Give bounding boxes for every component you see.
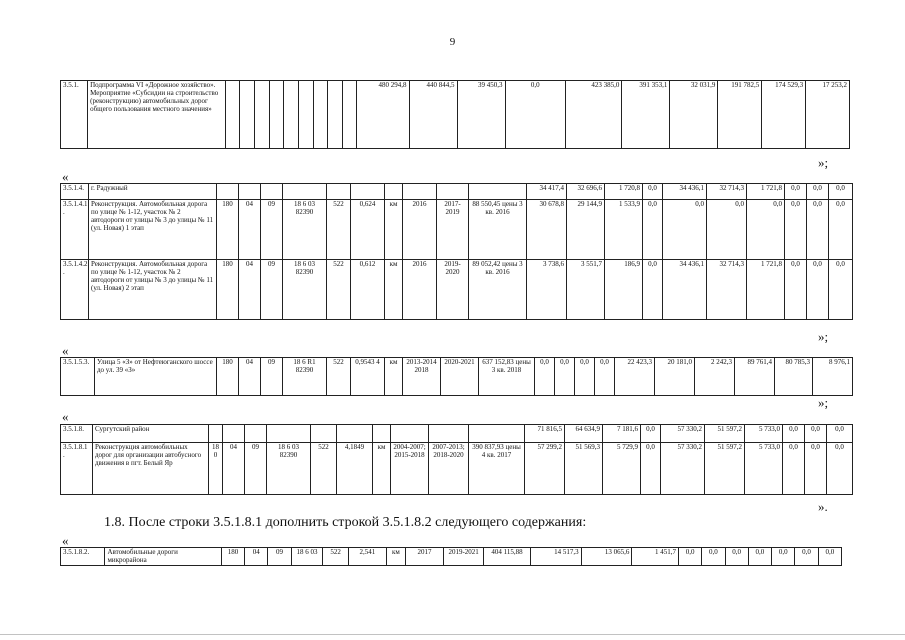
table-cell: 5 729,9 bbox=[603, 443, 641, 495]
table-cell: км bbox=[385, 200, 403, 260]
empty-cell bbox=[403, 184, 437, 200]
empty-cell bbox=[429, 425, 469, 443]
page-number: 9 bbox=[449, 36, 456, 48]
table-cell: 57 299,2 bbox=[525, 443, 565, 495]
table-cell: 18 6 03 82390 bbox=[283, 200, 327, 260]
table-cell: 57 330,2 bbox=[661, 425, 705, 443]
table-cell: 0,0 bbox=[535, 358, 555, 396]
empty-cell bbox=[245, 425, 267, 443]
close-quote: »; bbox=[818, 395, 829, 410]
table-row bbox=[61, 358, 853, 396]
table-row bbox=[61, 443, 853, 495]
empty-cell bbox=[298, 81, 313, 149]
table-cell: 2013-2014 2018 bbox=[403, 358, 441, 396]
table-cell: 3 551,7 bbox=[567, 260, 605, 320]
empty-cell bbox=[225, 81, 240, 149]
table-cell: 32 714,3 bbox=[707, 260, 747, 320]
table-cell: 0,0 bbox=[641, 425, 661, 443]
empty-cell bbox=[261, 184, 283, 200]
table-cell: 04 bbox=[239, 200, 261, 260]
empty-cell bbox=[351, 184, 385, 200]
empty-cell bbox=[437, 184, 469, 200]
table-cell: 22 423,3 bbox=[615, 358, 655, 396]
table-cell: 3.5.1.8.1 . bbox=[61, 443, 93, 495]
table-cell: 51 597,2 bbox=[705, 425, 745, 443]
scan-edge-line bbox=[0, 634, 905, 635]
table-cell: 0,0 bbox=[783, 443, 805, 495]
table-cell: г. Радужный bbox=[89, 184, 217, 200]
table-cell: 1 451,7 bbox=[632, 548, 679, 566]
table-cell: 0,0 bbox=[747, 200, 785, 260]
table-cell: 09 bbox=[261, 260, 283, 320]
value-cell: 17 253,2 bbox=[806, 81, 850, 149]
table-cell: 3.5.1.8.2. bbox=[61, 548, 105, 566]
table-cell: 2020-2021 bbox=[441, 358, 479, 396]
empty-cell bbox=[328, 81, 343, 149]
table-row bbox=[61, 184, 853, 200]
table-cell: км bbox=[386, 548, 405, 566]
table-cell: 0,0 bbox=[643, 184, 663, 200]
table-street-5z bbox=[60, 357, 853, 396]
table-cell: 0,0 bbox=[827, 443, 853, 495]
table-cell: 18 6 R1 82390 bbox=[283, 358, 327, 396]
table-cell: 80 785,3 bbox=[775, 358, 813, 396]
table-cell: 18 6 03 82390 bbox=[267, 443, 311, 495]
empty-cell bbox=[209, 425, 223, 443]
empty-cell bbox=[311, 425, 337, 443]
table-cell: 18 0 bbox=[209, 443, 223, 495]
table-cell: 09 bbox=[268, 548, 291, 566]
table-cell: 0,0 bbox=[783, 425, 805, 443]
table-cell: 3 738,6 bbox=[527, 260, 567, 320]
table-row bbox=[61, 81, 850, 149]
empty-cell bbox=[255, 81, 270, 149]
table-cell: 0,0 bbox=[827, 425, 853, 443]
empty-cell bbox=[373, 425, 391, 443]
table-cell: 0,0 bbox=[595, 358, 615, 396]
table-cell: 88 550,45 цены 3 кв. 2016 bbox=[469, 200, 527, 260]
table-cell: 0,624 bbox=[351, 200, 385, 260]
open-quote: « bbox=[62, 533, 69, 548]
table-cell: 0,0 bbox=[829, 200, 853, 260]
table-row bbox=[61, 260, 853, 320]
table-cell: 522 bbox=[327, 200, 351, 260]
table-cell: 30 678,8 bbox=[527, 200, 567, 260]
table-cell: 1 533,9 bbox=[605, 200, 643, 260]
table-cell: 522 bbox=[327, 358, 351, 396]
table-cell: 0,0 bbox=[829, 184, 853, 200]
table-raduzhny bbox=[60, 183, 853, 320]
value-cell: 39 450,3 bbox=[457, 81, 505, 149]
table-cell: 14 517,3 bbox=[530, 548, 581, 566]
table-cell: 0,0 bbox=[807, 200, 829, 260]
table-cell: 34 436,1 bbox=[663, 260, 707, 320]
open-quote: « bbox=[62, 169, 69, 184]
table-cell: 1 721,8 bbox=[747, 184, 785, 200]
empty-cell bbox=[337, 425, 373, 443]
table-cell: 2007-2013; 2018-2020 bbox=[429, 443, 469, 495]
empty-cell bbox=[240, 81, 255, 149]
table-cell: 51 569,3 bbox=[565, 443, 603, 495]
table-cell: 0,0 bbox=[785, 200, 807, 260]
close-quote: »; bbox=[818, 155, 829, 170]
table-cell: 0,0 bbox=[555, 358, 575, 396]
value-cell: 480 294,8 bbox=[357, 81, 409, 149]
table-cell: 0,0 bbox=[772, 548, 795, 566]
table-cell: 3.5.1.5.3. bbox=[61, 358, 95, 396]
table-program-total bbox=[60, 80, 850, 149]
table-cell: 09 bbox=[261, 358, 283, 396]
empty-cell bbox=[469, 425, 525, 443]
table-cell: 180 bbox=[217, 358, 239, 396]
table-cell: 0,0 bbox=[785, 260, 807, 320]
table-cell: 0,0 bbox=[829, 260, 853, 320]
table-cell: 0,0 bbox=[807, 184, 829, 200]
table-cell: км bbox=[385, 358, 403, 396]
table-cell: Автомобильные дороги микрорайона bbox=[105, 548, 221, 566]
empty-cell bbox=[469, 184, 527, 200]
empty-cell bbox=[385, 184, 403, 200]
table-cell: 0,0 bbox=[805, 443, 827, 495]
empty-cell bbox=[283, 184, 327, 200]
table-cell: 2019-2020 bbox=[437, 260, 469, 320]
table-cell: 3.5.1.4.1 . bbox=[61, 200, 89, 260]
table-row bbox=[61, 425, 853, 443]
table-cell: 2,541 bbox=[348, 548, 386, 566]
table-cell: 2 242,3 bbox=[695, 358, 735, 396]
table-cell: 0,0 bbox=[641, 443, 661, 495]
table-cell: 32 696,6 bbox=[567, 184, 605, 200]
table-cell: Реконструкция. Автомобильная дорога по улице № 1-12, участок № 2 автодороги от улицы № 3 до улицы № 11 (ул. Новая) 1 этап bbox=[89, 200, 217, 260]
table-cell: 34 436,1 bbox=[663, 184, 707, 200]
value-cell: 32 031,9 bbox=[670, 81, 718, 149]
table-cell: 09 bbox=[245, 443, 267, 495]
value-cell: 391 353,1 bbox=[622, 81, 670, 149]
value-cell: 174 529,3 bbox=[762, 81, 806, 149]
table-cell: 3.5.1.8. bbox=[61, 425, 93, 443]
table-cell: 5 733,0 bbox=[745, 443, 783, 495]
table-cell: 7 181,6 bbox=[603, 425, 641, 443]
table-cell: 5 733,0 bbox=[745, 425, 783, 443]
table-cell: 522 bbox=[327, 260, 351, 320]
row-name: Подпрограмма VI «Дорожное хозяйство». Мероприятие «Субсидии на строительство (реконструкцию) автомобильных дорог общего пользования местного значения» bbox=[88, 81, 226, 149]
table-cell: 51 597,2 bbox=[705, 443, 745, 495]
empty-cell bbox=[313, 81, 328, 149]
table-cell: 522 bbox=[311, 443, 337, 495]
table-cell: 0,0 bbox=[807, 260, 829, 320]
table-cell: 0,0 bbox=[805, 425, 827, 443]
table-cell: Реконструкция. Автомобильная дорога по улице № 1-12, участок № 2 автодороги от улицы № 3 до улицы № 11 (ул. Новая) 2 этап bbox=[89, 260, 217, 320]
table-cell: 2017 bbox=[405, 548, 443, 566]
table-cell: 404 115,88 bbox=[484, 548, 531, 566]
table-cell: 2017-2019 bbox=[437, 200, 469, 260]
table-cell: 0,612 bbox=[351, 260, 385, 320]
table-cell: 0,0 bbox=[643, 200, 663, 260]
table-cell: 04 bbox=[223, 443, 245, 495]
empty-cell bbox=[342, 81, 357, 149]
table-cell: 04 bbox=[245, 548, 268, 566]
table-cell: 64 634,9 bbox=[565, 425, 603, 443]
table-cell: км bbox=[385, 260, 403, 320]
table-cell: 3.5.1.4. bbox=[61, 184, 89, 200]
table-cell: 0,0 bbox=[663, 200, 707, 260]
table-cell: 0,0 bbox=[725, 548, 748, 566]
empty-cell bbox=[284, 81, 299, 149]
empty-cell bbox=[269, 81, 284, 149]
row-number: 3.5.1. bbox=[61, 81, 88, 149]
table-cell: 180 bbox=[221, 548, 244, 566]
table-cell: км bbox=[373, 443, 391, 495]
table-cell: 89 052,42 цены 3 кв. 2016 bbox=[469, 260, 527, 320]
table-cell: 0,0 bbox=[702, 548, 725, 566]
table-row bbox=[61, 200, 853, 260]
value-cell: 440 844,5 bbox=[409, 81, 457, 149]
empty-cell bbox=[223, 425, 245, 443]
value-cell: 0,0 bbox=[505, 81, 566, 149]
table-row bbox=[61, 548, 842, 566]
close-quote: ». bbox=[818, 499, 828, 514]
value-cell: 423 385,0 bbox=[566, 81, 622, 149]
table-cell: Сургутский район bbox=[93, 425, 209, 443]
table-cell: Улица 5 «З» от Нефтеюганского шоссе до ул. 39 «З» bbox=[95, 358, 217, 396]
table-cell: 2019-2021 bbox=[444, 548, 484, 566]
table-cell: 09 bbox=[261, 200, 283, 260]
value-cell: 191 782,5 bbox=[718, 81, 762, 149]
table-surgut-district bbox=[60, 424, 853, 495]
table-cell: 0,0 bbox=[785, 184, 807, 200]
table-cell: 0,0 bbox=[707, 200, 747, 260]
table-cell: 34 417,4 bbox=[527, 184, 567, 200]
table-cell: 2004-2007; 2015-2018 bbox=[391, 443, 429, 495]
table-cell: 8 976,1 bbox=[813, 358, 853, 396]
table-cell: 13 065,6 bbox=[581, 548, 632, 566]
table-cell: 0,0 bbox=[818, 548, 841, 566]
empty-cell bbox=[217, 184, 239, 200]
table-cell: 3.5.1.4.2 . bbox=[61, 260, 89, 320]
empty-cell bbox=[267, 425, 311, 443]
table-cell: 0,0 bbox=[643, 260, 663, 320]
table-cell: 522 bbox=[323, 548, 348, 566]
table-cell: 2016 bbox=[403, 260, 437, 320]
table-cell: 0,0 bbox=[575, 358, 595, 396]
table-cell: 390 837,93 цены 4 кв. 2017 bbox=[469, 443, 525, 495]
table-cell: 186,9 bbox=[605, 260, 643, 320]
table-cell: 32 714,3 bbox=[707, 184, 747, 200]
table-cell: Реконструкция автомобильных дорог для организации автобусного движения в пгт. Белый Яр bbox=[93, 443, 209, 495]
table-cell: 0,0 bbox=[748, 548, 771, 566]
table-cell: 18 6 03 bbox=[291, 548, 323, 566]
table-cell: 1 720,8 bbox=[605, 184, 643, 200]
table-cell: 57 330,2 bbox=[661, 443, 705, 495]
table-cell: 0,0 bbox=[795, 548, 818, 566]
table-cell: 180 bbox=[217, 260, 239, 320]
table-cell: 637 152,83 цены 3 кв. 2018 bbox=[479, 358, 535, 396]
table-cell: 2016 bbox=[403, 200, 437, 260]
table-cell: 4,1849 bbox=[337, 443, 373, 495]
table-cell: 89 761,4 bbox=[735, 358, 775, 396]
empty-cell bbox=[327, 184, 351, 200]
table-cell: 71 816,5 bbox=[525, 425, 565, 443]
table-cell: 04 bbox=[239, 358, 261, 396]
table-cell: 04 bbox=[239, 260, 261, 320]
table-cell: 1 721,8 bbox=[747, 260, 785, 320]
close-quote: »; bbox=[818, 329, 829, 344]
table-cell: 29 144,9 bbox=[567, 200, 605, 260]
empty-cell bbox=[239, 184, 261, 200]
table-new-row bbox=[60, 547, 842, 566]
table-cell: 0,0 bbox=[678, 548, 701, 566]
table-cell: 20 181,0 bbox=[655, 358, 695, 396]
table-cell: 180 bbox=[217, 200, 239, 260]
open-quote: « bbox=[62, 409, 69, 424]
section-heading: 1.8. После строки 3.5.1.8.1 дополнить строкой 3.5.1.8.2 следующего содержания: bbox=[104, 515, 587, 530]
empty-cell bbox=[391, 425, 429, 443]
open-quote: « bbox=[62, 343, 69, 358]
table-cell: 0,9543 4 bbox=[351, 358, 385, 396]
table-cell: 18 6 03 82390 bbox=[283, 260, 327, 320]
